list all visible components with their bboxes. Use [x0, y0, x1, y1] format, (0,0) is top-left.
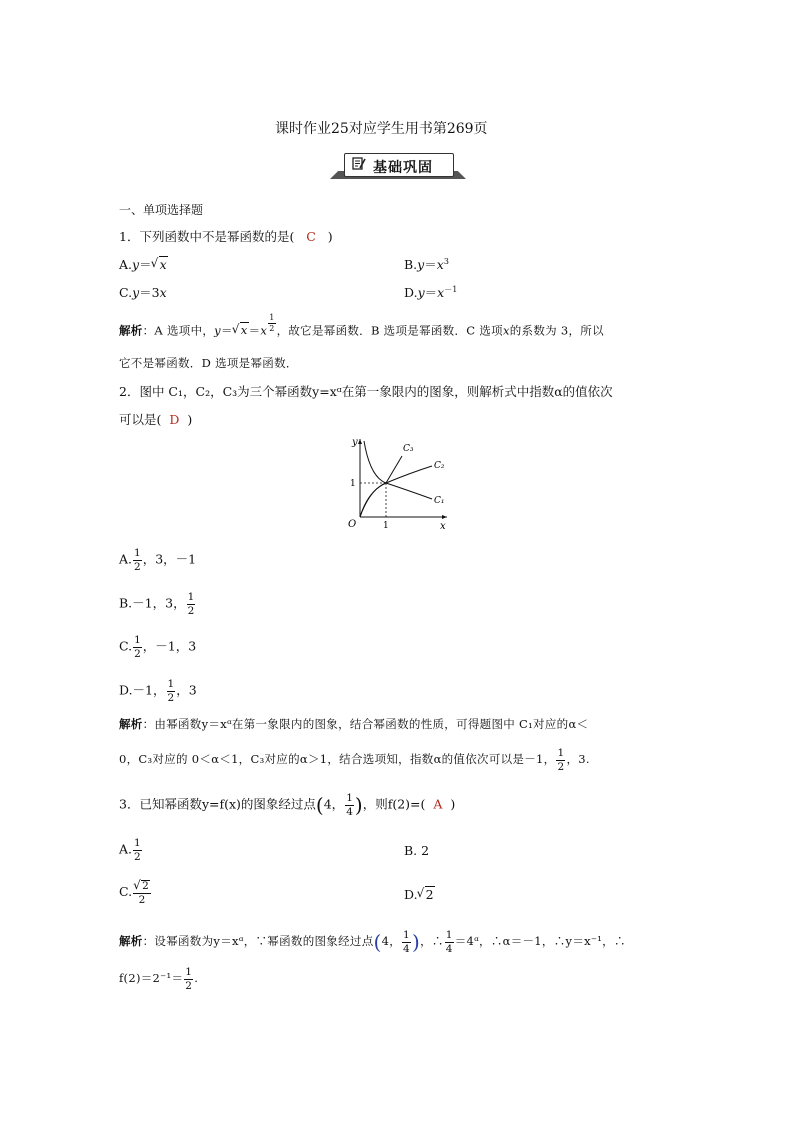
q3-solution-text-b: ，∴: [420, 934, 444, 948]
q3-solution-line1: 解析：设幂函数为y＝xᵅ，∵幂函数的图象经过点(4， $\frac{1}{4}$ )，∴ $\frac{1}{4}$ ＝4ᵅ，∴α＝－1，∴y＝x⁻¹，∴: [119, 929, 626, 955]
fraction-half: $\frac{1}{2}$: [167, 678, 175, 704]
section-banner: [330, 151, 466, 181]
q2-option-b-label: B.－1，3，: [119, 595, 186, 611]
q1-solution-text-c: 的系数为 3，所以: [509, 323, 604, 338]
q1-option-d-label: D.: [404, 285, 418, 300]
banner-text: 基础巩固: [373, 160, 433, 176]
graph-c1-label: C₁: [434, 496, 445, 506]
graph-y-one: 1: [350, 479, 356, 489]
q1-option-b-label: B.: [404, 257, 418, 272]
q3-option-d: D.√ 2: [404, 887, 435, 902]
q1-stem-text: 1．下列函数中不是幂函数的是(: [119, 229, 295, 244]
graph-y-label: y: [352, 437, 358, 448]
q1-option-d: $D.y=x^{-1}$: [404, 284, 458, 300]
fraction-quarter: $\frac{1}{4}$: [346, 792, 353, 818]
q1-solution-line1: 解析：A 选项中，y＝√ x＝x $^{\frac{1}{2}}$ ，故它是幂函数．B 选项是幂函数．C 选项x的系数为 3，所以: [119, 318, 604, 338]
x-axis-arrow: [442, 515, 447, 519]
q1-stem: [119, 227, 333, 245]
q1-solution-line2: 它不是幂函数．D 选项是幂函数．: [119, 356, 298, 370]
q2-stem-line2: [119, 410, 192, 428]
q3-solution-text-a: ：设幂函数为y＝xᵅ，∵幂函数的图象经过点: [142, 934, 374, 948]
q2-stem-text: 可以是(: [119, 412, 162, 427]
q1-solution-text-a: ：A 选项中，: [142, 323, 215, 338]
q3-stem-close: ): [450, 796, 456, 812]
q2-option-d: [119, 679, 197, 703]
q1-option-a: A.y＝√ x: [119, 255, 168, 273]
q3-stem: 3．已知幂函数y=f(x)的图象经过点(4， $\frac{1}{4}$ )，则f(2)=( A ): [119, 792, 456, 818]
fraction-half: $\frac{1}{2}$: [557, 747, 565, 773]
q2-solution-line1: [119, 716, 588, 732]
curve-c1: [364, 441, 432, 499]
q2-solution-text-1: ：由幂函数y＝xᵅ在第一象限内的图象，结合幂函数的性质，可得题图中 C₁对应的α＜: [142, 717, 589, 731]
q2-option-d-label: D.－1，: [119, 682, 166, 698]
q3-solution-label: 解析: [119, 934, 143, 948]
fraction-half: $\frac{1}{2}$: [187, 591, 195, 617]
q3-option-c: [119, 880, 152, 905]
q3-option-c-label: C.: [119, 884, 133, 899]
q1-solution-label: 解析: [119, 323, 143, 338]
q2-solution-text-2a: 0，C₃对应的 0＜α＜1，C₃对应的α＞1，结合选项知，指数α的值依次可以是－1，: [119, 752, 556, 766]
q2-solution-label: 解析: [119, 717, 143, 731]
q2-solution-text-2b: ，3.: [566, 752, 590, 766]
fraction-half: $\frac{1}{2}$: [134, 837, 141, 863]
q3-solution-text-2a: f(2)＝2⁻¹＝: [119, 971, 184, 985]
fraction-half: $\frac{1}{2}$: [134, 634, 141, 660]
q1-answer: C: [306, 229, 316, 244]
q2-option-a-rest: ，3，－1: [142, 551, 197, 567]
graph-c2-label: C₂: [434, 461, 445, 471]
q3-option-a: [119, 838, 143, 862]
q3-point-x: 4，: [323, 796, 345, 812]
q2-option-d-rest: ，3: [176, 682, 197, 698]
curve-c2: [360, 466, 432, 517]
graph-c3-label: C₃: [403, 444, 414, 454]
q3-answer: A: [433, 796, 443, 812]
q1-stem-close: ): [327, 229, 333, 244]
graph-x-one: 1: [383, 521, 389, 529]
q1-solution-text-b: ，故它是幂函数．B 选项是幂函数．C 选项: [276, 323, 503, 338]
q3-stem-text-2: ，则f(2)=(: [362, 796, 426, 812]
q2-stem-close: ): [187, 412, 193, 427]
graph-origin-label: O: [348, 519, 357, 529]
q1-option-a-label: A.: [119, 257, 133, 272]
q3-option-d-label: D.: [404, 887, 418, 902]
q2-option-a: [119, 548, 196, 572]
power-function-graph: [340, 433, 452, 529]
q2-option-a-label: A.: [119, 551, 133, 567]
q2-stem-line1: 2．图中 C₁，C₂，C₃为三个幂函数y=xᵅ在第一象限内的图象，则解析式中指数α的值依次: [119, 384, 613, 399]
q2-option-c-rest: ，－1，3: [142, 638, 197, 654]
q1-option-c: C.y＝3x: [119, 285, 167, 300]
q3-solution-text-2b: .: [194, 971, 199, 985]
q1-option-c-label: C.: [119, 285, 133, 300]
q2-answer: D: [169, 412, 180, 427]
notebook-pencil-icon: [352, 157, 366, 170]
fraction-half: $\frac{1}{2}$: [134, 547, 141, 573]
q3-solution-text-c: ＝4ᵅ，∴α＝－1，∴y＝x⁻¹，∴: [454, 934, 626, 948]
q3-option-b: B. 2: [404, 843, 430, 858]
fraction-sqrt2-over-2: √ $\frac{2}{2}$: [133, 880, 151, 905]
q2-option-c: [119, 635, 196, 659]
graph-x-label: x: [440, 521, 446, 529]
q3-solution-line2: [119, 967, 198, 991]
fraction-half: $\frac{1}{2}$: [185, 966, 193, 992]
q2-option-b: [119, 592, 196, 616]
q3-option-a-label: A.: [119, 841, 133, 857]
page-title: 课时作业25对应学生用书第269页: [275, 121, 488, 137]
section-title: 一、单项选择题: [119, 203, 204, 217]
y-axis-arrow: [358, 439, 362, 444]
q2-option-c-label: C.: [119, 638, 133, 654]
q3-stem-text: 3．已知幂函数y=f(x)的图象经过点: [119, 796, 316, 812]
q2-solution-line2: [119, 748, 590, 772]
q1-option-b: $B.y=x^3$: [404, 256, 449, 272]
